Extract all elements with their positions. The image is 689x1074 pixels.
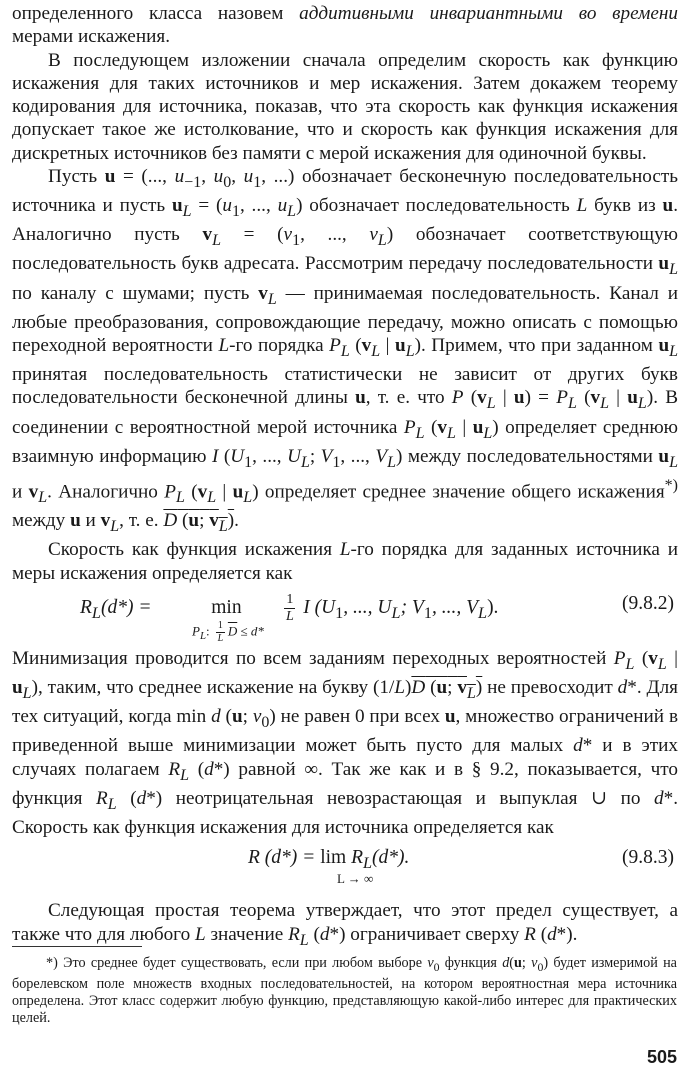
- paragraph-4: Минимизация проводится по всем заданиям переходных вероятностей $P_L$ ($v_L$ | $u_L$), таким, что среднее искажение на букву (1/L)D (u; $v_L$) не превосходит d*. Для тех ситуаций, когда min d (u; $v_0$) не равен 0 при всех u, множество ограничений в приведенной выше минимизации может быть пусто для малых d* и в этих случаях полагаем $R_L$ (d*) равной ∞. Так же как и в § 9.2, показывается, что функция $R_L$ (d*) неотрицательная невозрастающая и выпуклая ∪ по d*. Скорость как функция искажения для источника определяется как: [12, 648, 679, 838]
- equation-number: (9.8.3): [622, 847, 674, 869]
- equation-9-8-2: $R_L(d*) = \min$ $\frac{1}{L}$ I ($U_1$, ..., $U_L$; $V_1$, ..., $V_L$). $P_L$: $\frac{1}{L}$ $\overline{D} \le d*$ (9.8.2): [80, 592, 674, 645]
- paragraph-1: В последующем изложении сначала определим скорость как функцию искажения для таких источников и мер искажения. Затем докажем теорему кодирования для источника, показав, что эта скорость как функция искажения допускает такое же истолкование, что и скорость как функция искажения для дискретных источников без памяти с мерой искажения для одиночной буквы.: [12, 49, 678, 164]
- equation-9-8-3: R $(d*) = \lim R_L(d*)$. L → ∞ (9.8.3): [248, 847, 674, 887]
- footnote-marker[interactable]: *): [664, 476, 678, 494]
- paragraph-3: Скорость как функция искажения L-го порядка для заданных источника и меры искажения определяется как: [12, 539, 678, 584]
- footnote-separator: [12, 946, 142, 947]
- equation-number: (9.8.2): [622, 593, 674, 615]
- paragraph-2: Пусть u = (..., $u_{-1}$, $u_0$, $u_1$, ...) обозначает бесконечную последовательность источника и пусть $u_L = (u_1$, ..., $u_L$) обозначает последовательность L букв из u. Аналогично пусть $v_L = (v_1$, ..., $v_L$) обозначает соответствующую последовательность букв адресата. Рассмотрим передачу последовательности $u_L$ по каналу с шумами; пусть $v_L$ — принимаемая последовательность. Канал и любые преобразования, сопровождающие передачу, можно описать с помощью переходной вероятности L-го порядка $P_L$ ($v_L$ | $u_L$). Примем, что при заданном $u_L$ принятая последовательность статистически не зависит от других букв последовательности бесконечной длины u, т. е. что P ($v_L$ | $u) = P_L$ ($v_L$ | $u_L$). В соединении с вероятностной мерой источника $P_L$ ($v_L$ | $u_L$) определяет среднюю взаимную информацию I ($U_1$, ..., $U_L$; $V_1$, ..., $V_L$) между последовательностями $u_L$ и $v_L$. Аналогично $P_L$ ($v_L$ | $u_L$) определяет среднее значение общего искажения*) между u и $v_L$, т. е. D (u; $v_L$).: [12, 166, 679, 536]
- min-constraint: $P_L$: $\frac{1}{L}$ $\overline{D} \le d*$: [192, 620, 264, 645]
- paragraph-5: Следующая простая теорема утверждает, что этот предел существует, а также что для любого L значение $R_L$ (d*) ограничивает сверху R (d*).: [12, 900, 678, 949]
- emphasis-term: аддитивными инвариантными во времени: [299, 3, 679, 24]
- page-number: 505: [646, 1047, 677, 1067]
- paragraph-0: определенного класса назовем аддитивными инвариантными во времени мерами искажения.: [12, 3, 679, 48]
- footnote: *) Это среднее будет существовать, если при любом выборе $v_0$ функция d(u; $v_0$) будет измеримой на борелевском поле множеств входных последовательностей, на котором вероятностная мера источника определена. Этот класс содержит любую функцию, представляющую какой-либо интерес для практических целей.: [12, 955, 677, 1027]
